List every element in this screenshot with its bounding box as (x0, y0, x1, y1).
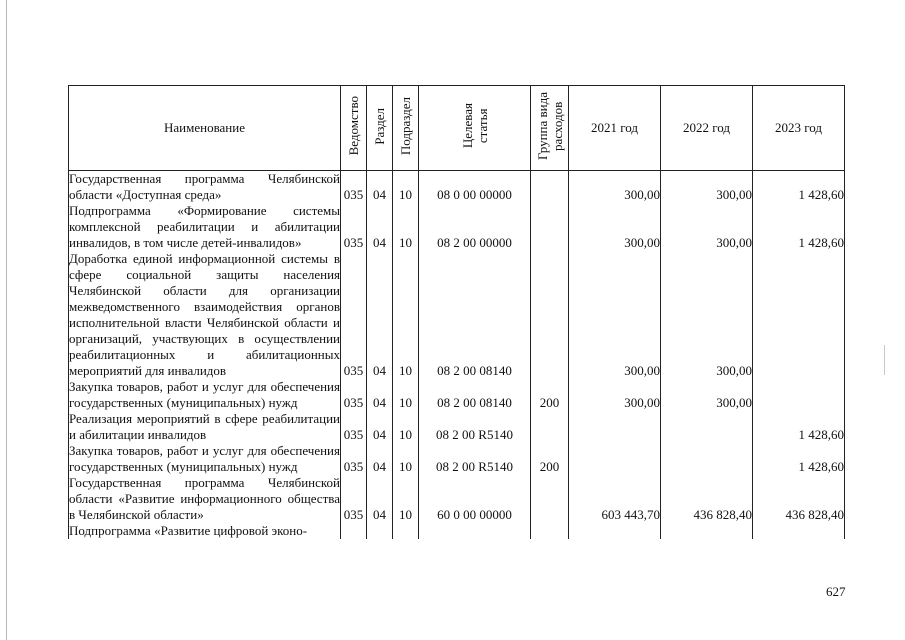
row-2021: 603 443,70 (569, 475, 661, 523)
table-row (69, 171, 845, 204)
header-podrazdel: Подраздел (393, 86, 419, 171)
budget-table (68, 85, 845, 539)
header-celevaya-statya: Целевая статья (419, 86, 531, 171)
row-2021: 300,00 (569, 251, 661, 379)
row-2023: 1 428,60 (753, 171, 845, 204)
row-razdel: 04 (367, 171, 393, 204)
table-row (69, 411, 845, 443)
scan-artifact (884, 345, 885, 375)
row-celevaya-statya: 08 2 00 08140 (419, 379, 531, 411)
row-razdel: 04 (367, 443, 393, 475)
row-podrazdel: 10 (393, 203, 419, 251)
row-name: Государственная программа Челябинской области «Развитие информационного общества в Челябинской области» (69, 475, 340, 522)
header-2022: 2022 год (661, 86, 753, 171)
row-podrazdel: 10 (393, 171, 419, 204)
row-2021: 300,00 (569, 203, 661, 251)
row-2022: 300,00 (661, 203, 753, 251)
row-podrazdel (393, 523, 419, 539)
row-vedomstvo: 035 (341, 203, 367, 251)
row-gruppa-rashodov (531, 523, 569, 539)
row-2023: 436 828,40 (753, 475, 845, 523)
row-name: Доработка единой информационной системы в сфере социальной защиты населения Челябинской области для организации межведомственного взаимодействия органов исполнительной власти Челябинской области и организаций, участвующих в осуществлении реабилитационных и абилитационных мероприятий для инвалидов (69, 251, 340, 378)
table-row (69, 251, 845, 379)
row-name: Закупка товаров, работ и услуг для обеспечения государственных (муниципальных) нужд (69, 379, 340, 410)
row-razdel (367, 523, 393, 539)
row-gruppa-rashodov: 200 (531, 379, 569, 411)
header-name: Наименование (69, 86, 341, 171)
row-2021: 300,00 (569, 379, 661, 411)
row-vedomstvo: 035 (341, 475, 367, 523)
row-gruppa-rashodov (531, 203, 569, 251)
scan-margin-line (6, 0, 7, 640)
row-2023: 1 428,60 (753, 443, 845, 475)
table-row (69, 203, 845, 251)
row-2022: 300,00 (661, 379, 753, 411)
row-razdel: 04 (367, 251, 393, 379)
row-razdel: 04 (367, 475, 393, 523)
row-name: Государственная программа Челябинской области «Доступная среда» (69, 171, 340, 202)
row-gruppa-rashodov (531, 251, 569, 379)
row-2023: 1 428,60 (753, 203, 845, 251)
page-number: 627 (826, 584, 846, 599)
row-name: Реализация мероприятий в сфере реабилитации и абилитации инвалидов (69, 411, 340, 442)
table-row (69, 443, 845, 475)
row-2021: 300,00 (569, 171, 661, 204)
row-2021 (569, 411, 661, 443)
row-celevaya-statya: 60 0 00 00000 (419, 475, 531, 523)
row-razdel: 04 (367, 203, 393, 251)
header-razdel: Раздел (367, 86, 393, 171)
table-row (69, 475, 845, 523)
header-gruppa-rashodov: Группа вида расходов (531, 86, 569, 171)
row-2021 (569, 443, 661, 475)
row-vedomstvo: 035 (341, 411, 367, 443)
row-gruppa-rashodov (531, 411, 569, 443)
header-2021: 2021 год (569, 86, 661, 171)
header-vedomstvo: Ведомство (341, 86, 367, 171)
table-row (69, 379, 845, 411)
row-vedomstvo (341, 523, 367, 539)
row-celevaya-statya (419, 523, 531, 539)
row-2023 (753, 251, 845, 379)
row-celevaya-statya: 08 2 00 08140 (419, 251, 531, 379)
row-2022 (661, 523, 753, 539)
row-gruppa-rashodov (531, 171, 569, 204)
row-gruppa-rashodov (531, 475, 569, 523)
row-2023 (753, 379, 845, 411)
row-vedomstvo: 035 (341, 379, 367, 411)
row-2022: 436 828,40 (661, 475, 753, 523)
row-name: Подпрограмма «Развитие цифровой эконо- (69, 523, 341, 539)
row-razdel: 04 (367, 379, 393, 411)
row-razdel: 04 (367, 411, 393, 443)
row-2022 (661, 411, 753, 443)
row-vedomstvo: 035 (341, 251, 367, 379)
table-row (69, 523, 845, 539)
row-celevaya-statya: 08 2 00 R5140 (419, 443, 531, 475)
row-2022 (661, 443, 753, 475)
row-podrazdel: 10 (393, 475, 419, 523)
row-podrazdel: 10 (393, 251, 419, 379)
row-vedomstvo: 035 (341, 171, 367, 204)
row-2022: 300,00 (661, 251, 753, 379)
row-2021 (569, 523, 661, 539)
row-podrazdel: 10 (393, 411, 419, 443)
header-2023: 2023 год (753, 86, 845, 171)
row-name: Подпрограмма «Формирование системы комплексной реабилитации и абилитации инвалидов, в том числе детей-инвалидов» (69, 203, 340, 250)
row-2023 (753, 523, 845, 539)
row-podrazdel: 10 (393, 443, 419, 475)
table-header-row (69, 86, 845, 171)
row-2022: 300,00 (661, 171, 753, 204)
row-name: Закупка товаров, работ и услуг для обеспечения государственных (муниципальных) нужд (69, 443, 340, 474)
row-gruppa-rashodov: 200 (531, 443, 569, 475)
row-celevaya-statya: 08 0 00 00000 (419, 171, 531, 204)
row-podrazdel: 10 (393, 379, 419, 411)
row-vedomstvo: 035 (341, 443, 367, 475)
row-2023: 1 428,60 (753, 411, 845, 443)
row-celevaya-statya: 08 2 00 00000 (419, 203, 531, 251)
row-celevaya-statya: 08 2 00 R5140 (419, 411, 531, 443)
